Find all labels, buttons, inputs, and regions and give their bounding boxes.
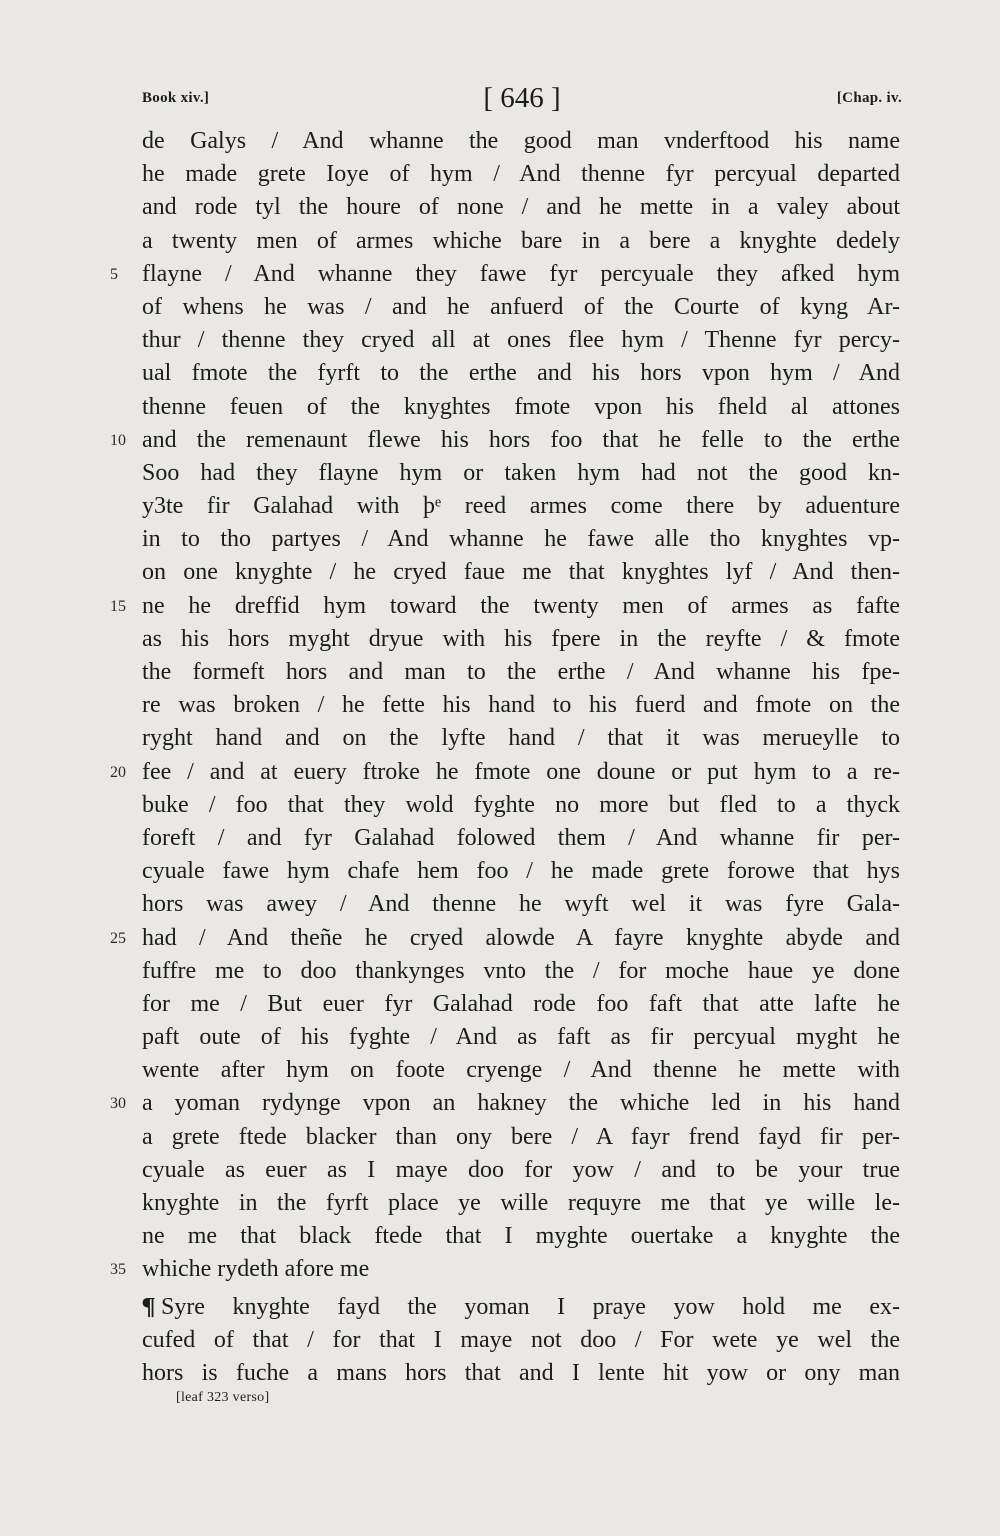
line-text: a twenty men of armes whiche bare in a bere a knyghte dedely [142, 227, 900, 254]
text-line [142, 888, 900, 921]
text-line [142, 125, 900, 158]
text-line [142, 1220, 900, 1253]
line-text: and the remenaunt flewe his hors foo that he felle to the erthe [142, 426, 900, 453]
text-line [110, 258, 900, 291]
line-number: 10 [110, 431, 126, 449]
line-text: hors is fuche a mans hors that and I lente hit yow or ony man [142, 1359, 900, 1386]
line-text: ryght hand and on the lyfte hand / that it was merueylle to [142, 725, 900, 752]
line-text: cufed of that / for that I maye not doo / For wete ye wel the [142, 1326, 900, 1353]
folio-note: [leaf 323 verso] [176, 1390, 270, 1405]
text-line [142, 1187, 900, 1220]
line-text: the formeft hors and man to the erthe / And whanne his fpe- [142, 659, 900, 685]
running-head-chapter: [Chap. iv. [836, 90, 902, 106]
text-line [142, 855, 900, 888]
text-line [142, 822, 900, 855]
page-number: [ 646 ] [483, 82, 561, 114]
line-text: y3te fir Galahad with þᵉ reed armes come there by aduenture [142, 493, 900, 520]
line-text: wente after hym on foote cryenge / And thenne he mette with [142, 1057, 900, 1084]
line-text: ne me that black ftede that I myghte ouertake a knyghte the [142, 1223, 900, 1250]
pilcrow-mark: ¶ [141, 1293, 156, 1320]
text-line [142, 1154, 900, 1187]
text-line [142, 689, 900, 722]
running-head [142, 82, 902, 118]
text-line [110, 1087, 900, 1120]
text-line [142, 457, 900, 490]
text-line [142, 225, 900, 258]
text-line [142, 158, 900, 191]
text-line [142, 291, 900, 324]
text-line [142, 722, 900, 755]
line-number: 35 [110, 1261, 126, 1279]
text-line [142, 1121, 900, 1154]
line-text: Soo had they flayne hym or taken hym had not the good kn- [142, 459, 900, 486]
line-text: cyuale fawe hym chafe hem foo / he made grete forowe that hys [142, 858, 900, 885]
line-text: thenne feuen of the knyghtes fmote vpon his fheld al attones [142, 393, 900, 420]
text-line [142, 656, 900, 689]
line-text: knyghte in the fyrft place ye wille requyre me that ye wille le- [142, 1190, 900, 1216]
line-text: a yoman rydynge vpon an hakney the whiche led in his hand [142, 1090, 900, 1117]
line-text: he made grete Ioye of hym / And thenne fyr percyual departed [142, 161, 900, 188]
line-text: whiche rydeth afore me [142, 1256, 370, 1283]
line-text: thur / thenne they cryed all at ones flee hym / Thenne fyr percy- [142, 327, 900, 354]
text-line [142, 988, 900, 1021]
text-line [142, 955, 900, 988]
text-line [142, 1357, 900, 1390]
text-line [142, 391, 900, 424]
main-text [110, 125, 900, 1390]
line-text: flayne / And whanne they fawe fyr percyuale they afked hym [142, 260, 900, 287]
line-text: re was broken / he fette his hand to his fuerd and fmote on the [142, 692, 900, 719]
text-line [110, 1253, 900, 1286]
text-line [142, 623, 900, 656]
line-text: a grete ftede blacker than ony bere / A fayr frend fayd fir per- [142, 1123, 900, 1150]
line-number: 15 [110, 597, 126, 615]
text-line [110, 922, 900, 955]
text-line [142, 1054, 900, 1087]
line-number: 30 [110, 1095, 126, 1113]
text-line [142, 490, 900, 523]
line-number: 20 [110, 763, 126, 781]
line-text: ual fmote the fyrft to the erthe and his hors vpon hym / And [142, 360, 900, 387]
line-text: paft oute of his fyghte / And as faft as fir percyual myght he [142, 1024, 900, 1051]
line-text: cyuale as euer as I maye doo for yow / and to be your true [142, 1156, 900, 1183]
text-line [142, 324, 900, 357]
text-line [110, 590, 900, 623]
text-line [142, 1291, 900, 1324]
line-number: 25 [110, 929, 126, 947]
line-text: fee / and at euery ftroke he fmote one doune or put hym to a re- [142, 758, 900, 785]
line-text: had / And theñe he cryed alowde A fayre knyghte abyde and [142, 924, 900, 951]
line-text: on one knyghte / he cryed faue me that knyghtes lyf / And then- [142, 559, 900, 586]
text-line [142, 523, 900, 556]
line-text: and rode tyl the houre of none / and he mette in a valey about [142, 194, 900, 221]
running-head-book: Book xiv.] [142, 90, 210, 106]
text-line [110, 756, 900, 789]
line-text: buke / foo that they wold fyghte no more but fled to a thyck [142, 791, 900, 818]
text-line [110, 424, 900, 457]
text-line [142, 191, 900, 224]
line-text: fuffre me to doo thankynges vnto the / for moche haue ye done [142, 957, 900, 984]
line-number: 5 [110, 265, 118, 283]
line-text: of whens he was / and he anfuerd of the Courte of kyng Ar- [142, 293, 900, 320]
line-text: for me / But euer fyr Galahad rode foo faft that atte lafte he [142, 990, 900, 1017]
text-line [142, 789, 900, 822]
line-text: ne he dreffid hym toward the twenty men of armes as fafte [142, 592, 900, 619]
text-line [142, 1021, 900, 1054]
line-text: as his hors myght dryue with his fpere in the reyfte / & fmote [142, 625, 900, 652]
text-line [142, 556, 900, 589]
line-text: de Galys / And whanne the good man vnderftood his name [142, 128, 900, 154]
line-text: Syre knyghte fayd the yoman I praye yow hold me ex- [160, 1293, 900, 1320]
text-line [142, 357, 900, 390]
line-text: hors was awey / And thenne he wyft wel it was fyre Gala- [142, 891, 900, 918]
line-text: foreft / and fyr Galahad folowed them / And whanne fir per- [142, 824, 900, 851]
line-text: in to tho partyes / And whanne he fawe alle tho knyghtes vp- [142, 526, 900, 553]
text-line [142, 1324, 900, 1357]
